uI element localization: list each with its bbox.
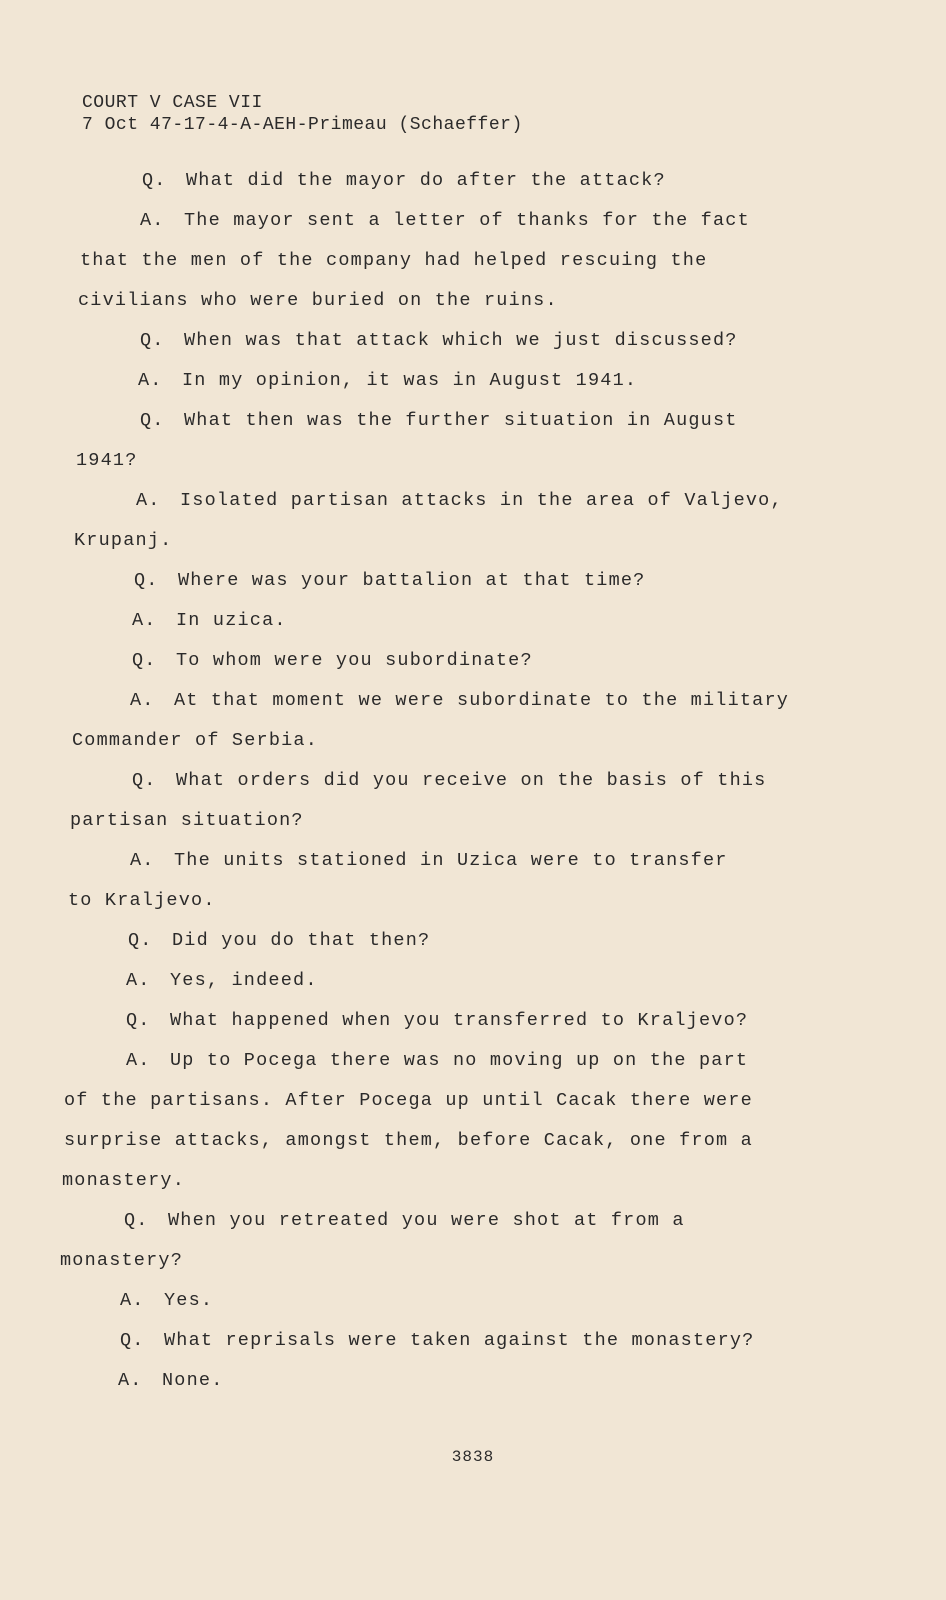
- line-text: When was that attack which we just discussed?: [184, 330, 738, 351]
- line-text: Isolated partisan attacks in the area of Valjevo,: [180, 490, 783, 511]
- transcript-line: [68, 890, 216, 911]
- transcript-line: [132, 610, 287, 631]
- line-text: civilians who were buried on the ruins.: [78, 290, 558, 311]
- speaker-marker: A.: [118, 1370, 143, 1391]
- line-text: What orders did you receive on the basis of this: [176, 770, 767, 791]
- document-header: [82, 92, 523, 136]
- line-text: Krupanj.: [74, 530, 173, 551]
- transcript-line: [64, 1090, 753, 1111]
- transcript-line: [120, 1290, 213, 1311]
- line-text: Commander of Serbia.: [72, 730, 319, 751]
- line-text: In uzica.: [176, 610, 287, 631]
- transcript-line: [124, 1210, 685, 1231]
- speaker-marker: Q.: [132, 650, 157, 671]
- speaker-marker: Q.: [120, 1330, 145, 1351]
- speaker-marker: Q.: [124, 1210, 149, 1231]
- speaker-marker: Q.: [132, 770, 157, 791]
- speaker-marker: Q.: [140, 410, 165, 431]
- line-text: Did you do that then?: [172, 930, 431, 951]
- transcript-line: [60, 1250, 183, 1271]
- speaker-marker: A.: [126, 970, 151, 991]
- line-text: What happened when you transferred to Kraljevo?: [170, 1010, 749, 1031]
- transcript-line: [130, 690, 789, 711]
- transcript-line: [126, 1010, 748, 1031]
- line-text: The units stationed in Uzica were to transfer: [174, 850, 728, 871]
- line-text: What did the mayor do after the attack?: [186, 170, 666, 191]
- transcript-line: [138, 370, 637, 391]
- line-text: To whom were you subordinate?: [176, 650, 533, 671]
- transcript-line: [74, 530, 172, 551]
- transcript-line: [126, 970, 318, 991]
- line-text: At that moment we were subordinate to the military: [174, 690, 790, 711]
- transcript-line: [140, 410, 738, 431]
- speaker-marker: A.: [130, 690, 155, 711]
- transcript-line: [120, 1330, 755, 1351]
- transcript-line: [62, 1170, 185, 1191]
- line-text: Yes, indeed.: [170, 970, 318, 991]
- transcript-line: [76, 450, 138, 471]
- line-text: What then was the further situation in August: [184, 410, 738, 431]
- transcript-line: [140, 210, 750, 231]
- line-text: monastery?: [60, 1250, 184, 1271]
- transcript-line: [72, 730, 318, 751]
- line-text: surprise attacks, amongst them, before Cacak, one from a: [64, 1130, 753, 1151]
- transcript-line: [134, 570, 645, 591]
- page-number: 3838: [451, 1448, 495, 1466]
- line-text: The mayor sent a letter of thanks for the fact: [184, 210, 750, 231]
- line-text: to Kraljevo.: [68, 890, 216, 911]
- speaker-marker: A.: [126, 1050, 151, 1071]
- transcript-line: [118, 1370, 224, 1391]
- line-text: Yes.: [164, 1290, 214, 1311]
- transcript-line: [130, 850, 728, 871]
- line-text: Up to Pocega there was no moving up on the part: [170, 1050, 749, 1071]
- line-text: When you retreated you were shot at from a: [168, 1210, 685, 1231]
- speaker-marker: A.: [136, 490, 161, 511]
- transcript-line: [64, 1130, 753, 1151]
- speaker-marker: Q.: [140, 330, 165, 351]
- transcript-line: [128, 930, 430, 951]
- speaker-marker: A.: [138, 370, 163, 391]
- speaker-marker: A.: [120, 1290, 145, 1311]
- header-date-reference: 7 Oct 47-17-4-A-AEH-Primeau (Schaeffer): [82, 115, 523, 135]
- line-text: monastery.: [62, 1170, 186, 1191]
- line-text: What reprisals were taken against the monastery?: [164, 1330, 755, 1351]
- line-text: partisan situation?: [70, 810, 304, 831]
- line-text: None.: [162, 1370, 224, 1391]
- speaker-marker: Q.: [134, 570, 159, 591]
- transcript-line: [136, 490, 783, 511]
- transcript-line: [70, 810, 304, 831]
- transcript-line: [78, 290, 558, 311]
- speaker-marker: Q.: [126, 1010, 151, 1031]
- speaker-marker: Q.: [128, 930, 153, 951]
- transcript-line: [140, 330, 738, 351]
- line-text: 1941?: [76, 450, 138, 471]
- speaker-marker: A.: [132, 610, 157, 631]
- transcript-line: [132, 770, 767, 791]
- line-text: that the men of the company had helped rescuing the: [80, 250, 708, 271]
- header-court-case: COURT V CASE VII: [82, 93, 263, 113]
- speaker-marker: Q.: [142, 170, 167, 191]
- transcript-line: [142, 170, 666, 191]
- speaker-marker: A.: [140, 210, 165, 231]
- line-text: of the partisans. After Pocega up until Cacak there were: [64, 1090, 753, 1111]
- transcript-line: [126, 1050, 748, 1071]
- line-text: Where was your battalion at that time?: [178, 570, 646, 591]
- speaker-marker: A.: [130, 850, 155, 871]
- line-text: In my opinion, it was in August 1941.: [182, 370, 638, 391]
- transcript-line: [80, 250, 707, 271]
- transcript-line: [132, 650, 533, 671]
